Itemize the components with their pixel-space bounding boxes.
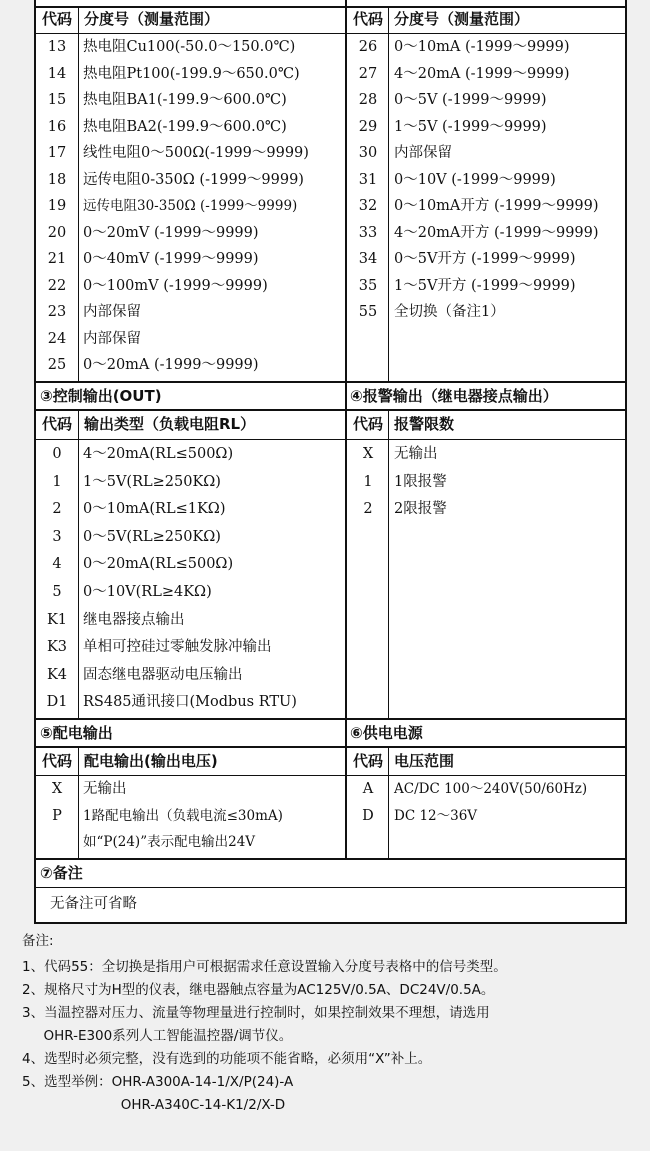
table-row-code: 33 — [358, 224, 378, 241]
table-row-text: 远传电阻0-350Ω (-1999～9999) — [83, 171, 304, 188]
note-item: OHR-A340C-14-K1/2/X-D — [22, 1097, 286, 1113]
s4-texts — [394, 441, 626, 524]
s2-right-codes — [347, 34, 389, 326]
table-row-text: 0～5V开方 (-1999～9999) — [394, 251, 576, 267]
table-row-text: 0～20mA (-1999～9999) — [83, 357, 259, 373]
table-row-code: 31 — [358, 171, 378, 188]
table-row-code: 3 — [52, 528, 62, 545]
table-row-code: X — [362, 446, 374, 462]
s3-title: ③控制输出(OUT) — [40, 387, 162, 405]
s3-texts — [83, 441, 345, 717]
s6-texts — [394, 776, 626, 829]
s4-title: ④报警输出（继电器接点输出） — [350, 387, 558, 405]
table-row-text: 4～20mA开方 (-1999～9999) — [394, 224, 599, 241]
s3-header-code: 代码 — [41, 415, 72, 433]
notes-heading: 备注: — [22, 933, 54, 949]
table-row-code: 2 — [52, 501, 62, 518]
s5-code-col-line — [78, 747, 79, 858]
table-row-text: 热电阻BA1(-199.9～600.0℃) — [83, 92, 287, 108]
table-row-text: 1～5V开方 (-1999～9999) — [394, 277, 576, 294]
table-row-code: 26 — [358, 39, 378, 55]
table-row-text: 全切换（备注1） — [394, 304, 505, 320]
table-row-text: 0～20mV (-1999～9999) — [83, 224, 259, 241]
table-row-code: 4 — [52, 556, 62, 573]
table-row-text: 内部保留 — [83, 330, 141, 347]
table-row-code: 55 — [358, 304, 378, 320]
table-row-code: 16 — [47, 118, 67, 135]
note-item: 4、选型时必须完整，没有选到的功能项不能省略，必须用“X”补上。 — [22, 1051, 432, 1067]
table-row-code: 18 — [47, 171, 67, 188]
table-row-text: 内部保留 — [83, 304, 141, 320]
table-row-code: 28 — [358, 92, 378, 108]
s3-codes — [36, 441, 78, 717]
s5-top-line — [36, 718, 625, 720]
table-row-code: K3 — [46, 639, 68, 656]
table-row-text: 4～20mA (-1999～9999) — [394, 65, 570, 82]
s2-left-header-title: 分度号（测量范围） — [84, 10, 220, 28]
s3-header-line — [36, 439, 625, 440]
table-row-code: 0 — [52, 446, 62, 462]
table-row-text: 0～10V (-1999～9999) — [394, 171, 556, 188]
table-row-text: 如“P(24)”表示配电输出24V — [83, 834, 256, 850]
s4-codes — [347, 441, 389, 524]
footnotes — [22, 930, 632, 1117]
table-row-code: 22 — [47, 277, 67, 294]
table-row-text: 0～5V (-1999～9999) — [394, 92, 547, 108]
table-row-text: 热电阻Cu100(-50.0～150.0℃) — [83, 39, 296, 55]
table-row-code: 30 — [358, 145, 378, 161]
selection-table — [34, 0, 627, 924]
s2-right-header-title: 分度号（测量范围） — [394, 10, 530, 28]
table-row-code: D — [362, 807, 374, 824]
s4-header-code: 代码 — [352, 415, 383, 433]
s7-title: ⑦备注 — [40, 864, 83, 882]
s5-texts — [83, 776, 345, 856]
table-row-code: 19 — [47, 198, 67, 214]
s5-header-title: 配电输出(输出电压) — [84, 752, 218, 770]
s5-codes — [36, 776, 78, 856]
table-row-text: RS485通讯接口(Modbus RTU) — [83, 694, 297, 711]
table-row-code: 15 — [47, 92, 67, 108]
table-row-code: 21 — [47, 251, 67, 267]
table-row-code: K4 — [46, 666, 68, 683]
table-row-code: 35 — [358, 277, 378, 294]
s2-left-texts — [83, 34, 345, 379]
table-row-text: 固态继电器驱动电压输出 — [83, 666, 243, 683]
table-row-code: 32 — [358, 198, 378, 214]
s3-header-title: 输出类型（负载电阻RL） — [84, 415, 256, 433]
note-item: 2、规格尺寸为H型的仪表，继电器触点容量为AC125V/0.5A、DC24V/0.5A。 — [22, 982, 495, 998]
table-row-text: 单相可控硅过零触发脉冲输出 — [83, 639, 272, 656]
s7-title-line — [36, 887, 625, 888]
s6-header-code: 代码 — [352, 752, 383, 770]
table-row-text: 0～20mA(RL≤500Ω) — [83, 556, 234, 573]
s2-right-header-code: 代码 — [352, 10, 383, 28]
table-row-code: D1 — [46, 694, 68, 711]
table-row-code: X — [51, 781, 63, 797]
table-row-code: 24 — [47, 330, 67, 347]
table-row-text: 0～10mA(RL≤1KΩ) — [83, 501, 226, 518]
table-row-text: 0～100mV (-1999～9999) — [83, 277, 268, 294]
table-row-text: 0～5V(RL≥250KΩ) — [83, 528, 221, 545]
s6-header-title: 电压范围 — [394, 752, 455, 770]
table-row-code: 20 — [47, 224, 67, 241]
table-row-code: K1 — [46, 611, 68, 628]
table-row-code: 1 — [363, 473, 373, 490]
code-col-line-left — [78, 6, 79, 381]
table-row-text: 4～20mA(RL≤500Ω) — [83, 446, 234, 462]
note-item: 3、当温控器对压力、流量等物理量进行控制时，如果控制效果不理想，请选用 — [22, 1005, 490, 1021]
table-row-text: 1路配电输出（负载电流≤30mA) — [83, 807, 283, 824]
table-row-text: 0～10mA (-1999～9999) — [394, 39, 570, 55]
table-row-code: 1 — [52, 473, 62, 490]
s4-header-title: 报警限数 — [394, 415, 455, 433]
s2-right-texts — [394, 34, 626, 326]
s6-codes — [347, 776, 389, 829]
table-row-text: 1～5V(RL≥250KΩ) — [83, 473, 221, 490]
table-row-text: 0～40mV (-1999～9999) — [83, 251, 259, 267]
table-row-code: 27 — [358, 65, 378, 82]
table-row-text: 热电阻Pt100(-199.9～650.0℃) — [83, 65, 300, 82]
table-row-text: 0～10mA开方 (-1999～9999) — [394, 198, 599, 214]
table-row-text: 0～10V(RL≥4KΩ) — [83, 583, 212, 600]
note-item: 5、选型举例：OHR-A300A-14-1/X/P(24)-A — [22, 1074, 294, 1090]
table-row-code: 34 — [358, 251, 378, 267]
table-row-text: 无输出 — [394, 446, 438, 462]
table-row-code: 29 — [358, 118, 378, 135]
table-row-text: 1～5V (-1999～9999) — [394, 118, 547, 135]
s2-left-codes — [36, 34, 78, 379]
table-row-text: 线性电阻0～500Ω(-1999～9999) — [83, 145, 309, 161]
table-row-code: A — [362, 781, 374, 797]
s5-title: ⑤配电输出 — [40, 724, 113, 742]
table-row-text: 热电阻BA2(-199.9～600.0℃) — [83, 118, 287, 135]
s5-header-code: 代码 — [41, 752, 72, 770]
s2-left-header-code: 代码 — [41, 10, 72, 28]
table-row-code: 17 — [47, 145, 67, 161]
table-row-code: 23 — [47, 304, 67, 320]
table-row-text: 继电器接点输出 — [83, 611, 185, 628]
s6-title: ⑥供电电源 — [350, 724, 423, 742]
s7-text: 无备注可省略 — [50, 896, 137, 912]
table-row-text: 内部保留 — [394, 145, 452, 161]
table-row-code: 2 — [363, 501, 373, 518]
table-row-text: 1限报警 — [394, 473, 447, 490]
table-row-code: 25 — [47, 357, 67, 373]
table-row-text: DC 12～36V — [394, 807, 478, 824]
s7-top-line — [36, 858, 625, 860]
table-row-code: P — [52, 807, 62, 824]
s3-code-col-line — [78, 410, 79, 718]
table-row-text: 远传电阻30-350Ω (-1999～9999) — [83, 198, 298, 214]
table-row-code: 5 — [52, 583, 62, 600]
table-row-code: 14 — [47, 65, 67, 82]
note-item: 1、代码55：全切换是指用户可根据需求任意设置输入分度号表格中的信号类型。 — [22, 959, 507, 975]
note-item: OHR-E300系列人工智能温控器/调节仪。 — [22, 1028, 293, 1044]
table-row-text: 2限报警 — [394, 501, 447, 518]
table-row-code — [36, 829, 78, 856]
table-row-text: AC/DC 100～240V(50/60Hz) — [394, 781, 588, 797]
table-row-code: 13 — [47, 39, 67, 55]
table-row-text: 无输出 — [83, 781, 127, 797]
